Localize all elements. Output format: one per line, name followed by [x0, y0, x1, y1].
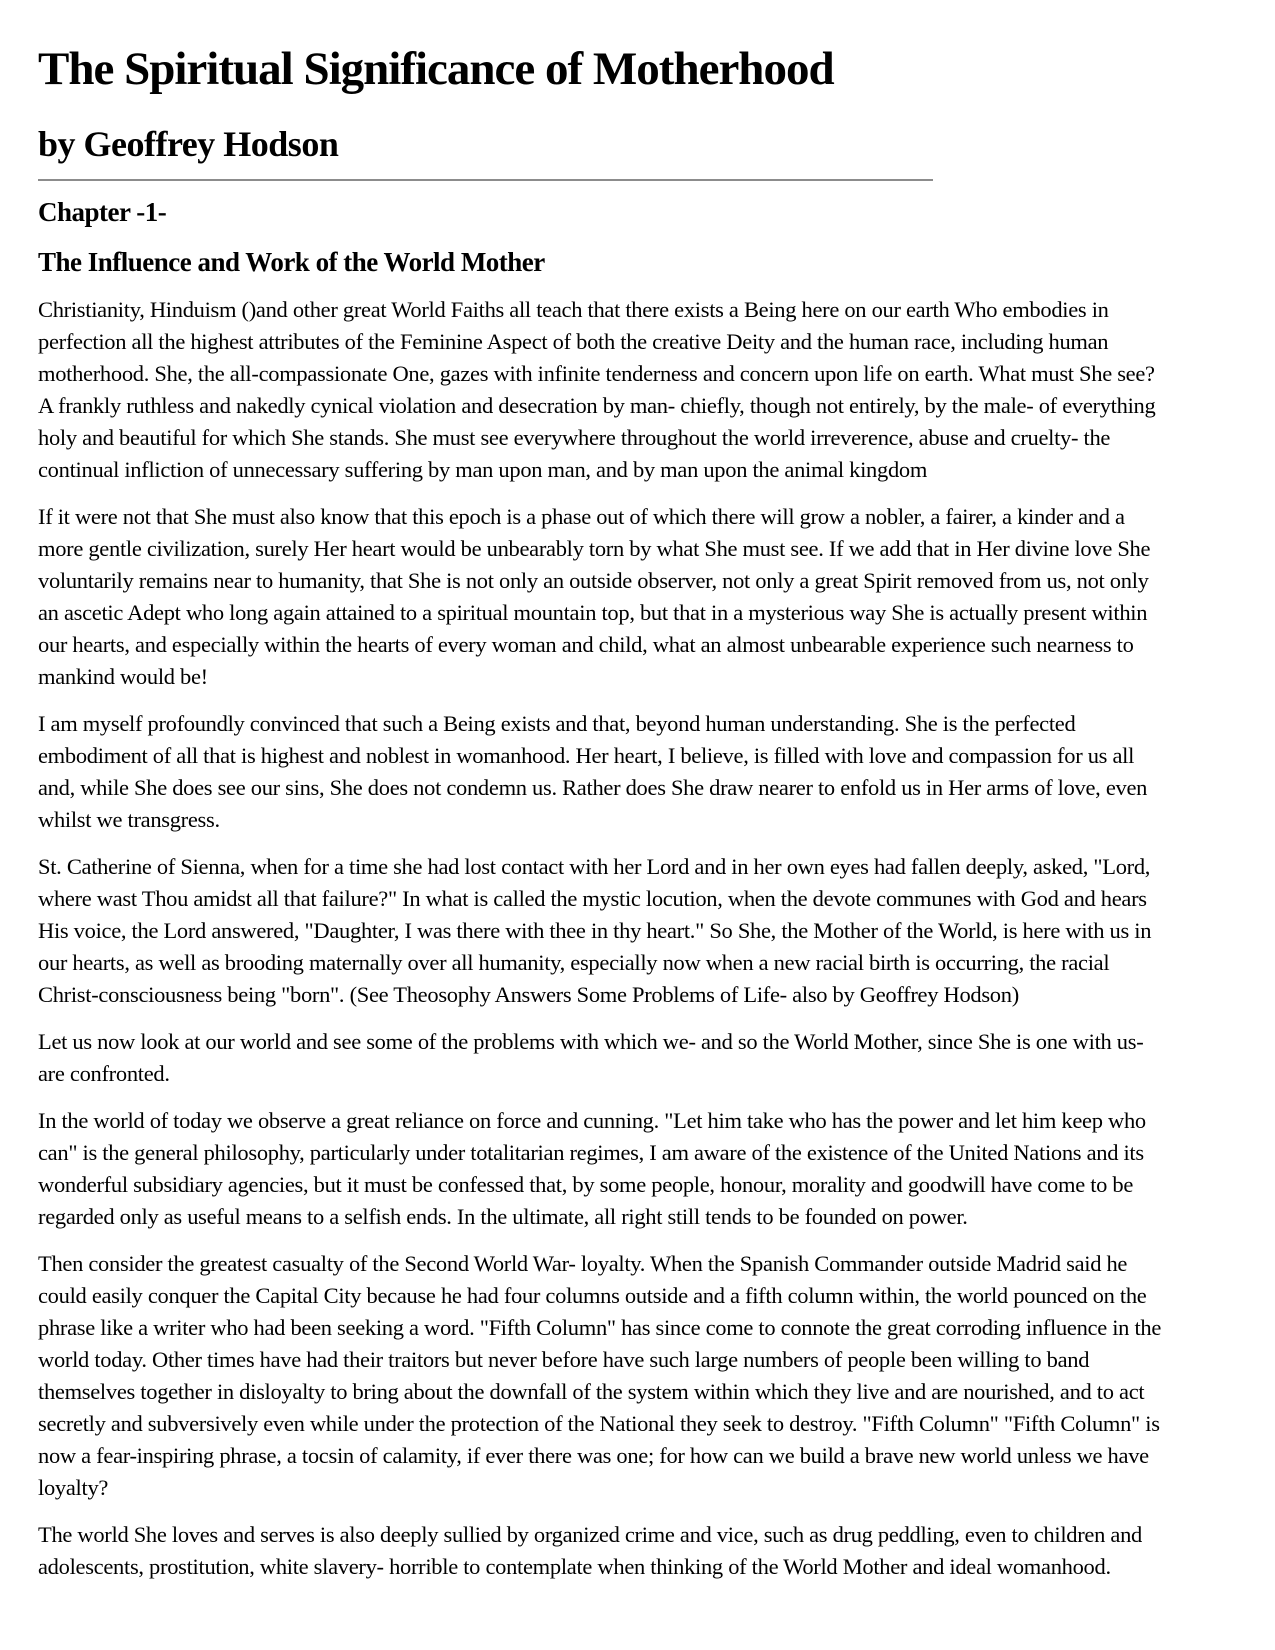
paragraph-6: In the world of today we observe a great reliance on force and cunning. "Let him take who has the power and let him keep who can" is the general philosophy, particularly under totalitarian regimes, I am aware of the existence of the United Nations and its wonderful subsidiary agencies, but it must be confessed that, by some people, honour, morality and goodwill have come to be regarded only as useful means to a selfish ends. In the ultimate, all right still tends to be founded on power. — [38, 1108, 1146, 1230]
divider-rule — [38, 179, 933, 181]
paragraph-5: Let us now look at our world and see some of the problems with which we- and so the World Mother, since She is one with us- are confronted. — [38, 1029, 1144, 1087]
chapter-heading: Chapter -1- — [38, 197, 167, 228]
document-title: The Spiritual Significance of Motherhood — [38, 43, 834, 95]
paragraph-4: St. Catherine of Sienna, when for a time she had lost contact with her Lord and in her own eyes had fallen deeply, asked, "Lord, where wast Thou amidst all that failure?" In what is called the mystic locution, when the devote communes with God and hears His voice, the Lord answered, "Daughter, I was there with thee in thy heart." So She, the Mother of the World, is here with us in our hearts, as well as brooding maternally over all humanity, especially now when a new racial birth is occurring, the racial Christ-consciousness being "born". (See Theosophy Answers Some Problems of Life- also by Geoffrey Hodson) — [38, 854, 1152, 1008]
author-byline: by Geoffrey Hodson — [38, 124, 339, 165]
paragraph-8: The world She loves and serves is also deeply sullied by organized crime and vice, such as drug peddling, even to children and adolescents, prostitution, white slavery- horrible to contemplate when thinking of the World Mother and ideal womanhood. — [38, 1522, 1142, 1580]
paragraph-1: Christianity, Hinduism ()and other great World Faiths all teach that there exists a Being here on our earth Who embodies in perfection all the highest attributes of the Feminine Aspect of both the creative Deity and the human race, including human motherhood. She, the all-compassionate One, gazes with infinite tenderness and concern upon life on earth. What must She see? A frankly ruthless and nakedly cynical violation and desecration by man- chiefly, though not entirely, by the male- of everything holy and beautiful for which She stands. She must see everywhere throughout the world irreverence, abuse and cruelty- the continual infliction of unnecessary suffering by man upon man, and by man upon the animal kingdom — [38, 297, 1156, 483]
paragraph-3: I am myself profoundly convinced that such a Being exists and that, beyond human understanding. She is the perfected embodiment of all that is highest and noblest in womanhood. Her heart, I believe, is filled with love and compassion for us all and, while She does see our sins, She does not condemn us. Rather does She draw nearer to enfold us in Her arms of love, even whilst we transgress. — [38, 711, 1148, 833]
paragraph-2: If it were not that She must also know that this epoch is a phase out of which there will grow a nobler, a fairer, a kinder and a more gentle civilization, surely Her heart would be unbearably torn by what She must see. If we add that in Her divine love She voluntarily remains near to humanity, that She is not only an outside observer, not only a great Spirit removed from us, not only an ascetic Adept who long again attained to a spiritual mountain top, but that in a mysterious way She is actually present within our hearts, and especially within the hearts of every woman and child, what an almost unbearable experience such nearness to mankind would be! — [38, 504, 1151, 690]
paragraph-7: Then consider the greatest casualty of the Second World War- loyalty. When the Spanish Commander outside Madrid said he could easily conquer the Capital City because he had four columns outside and a fifth column within, the world pounced on the phrase like a writer who had been seeking a word. "Fifth Column" has since come to connote the great corroding influence in the world today. Other times have had their traitors but never before have such large numbers of people been willing to band themselves together in disloyalty to bring about the downfall of the system within which they live and are nourished, and to act secretly and subversively even while under the protection of the National they seek to destroy. "Fifth Column" "Fifth Column" is now a fear-inspiring phrase, a tocsin of calamity, if ever there was one; for how can we build a brave new world unless we have loyalty? — [38, 1251, 1162, 1501]
section-heading: The Influence and Work of the World Mother — [38, 247, 545, 278]
